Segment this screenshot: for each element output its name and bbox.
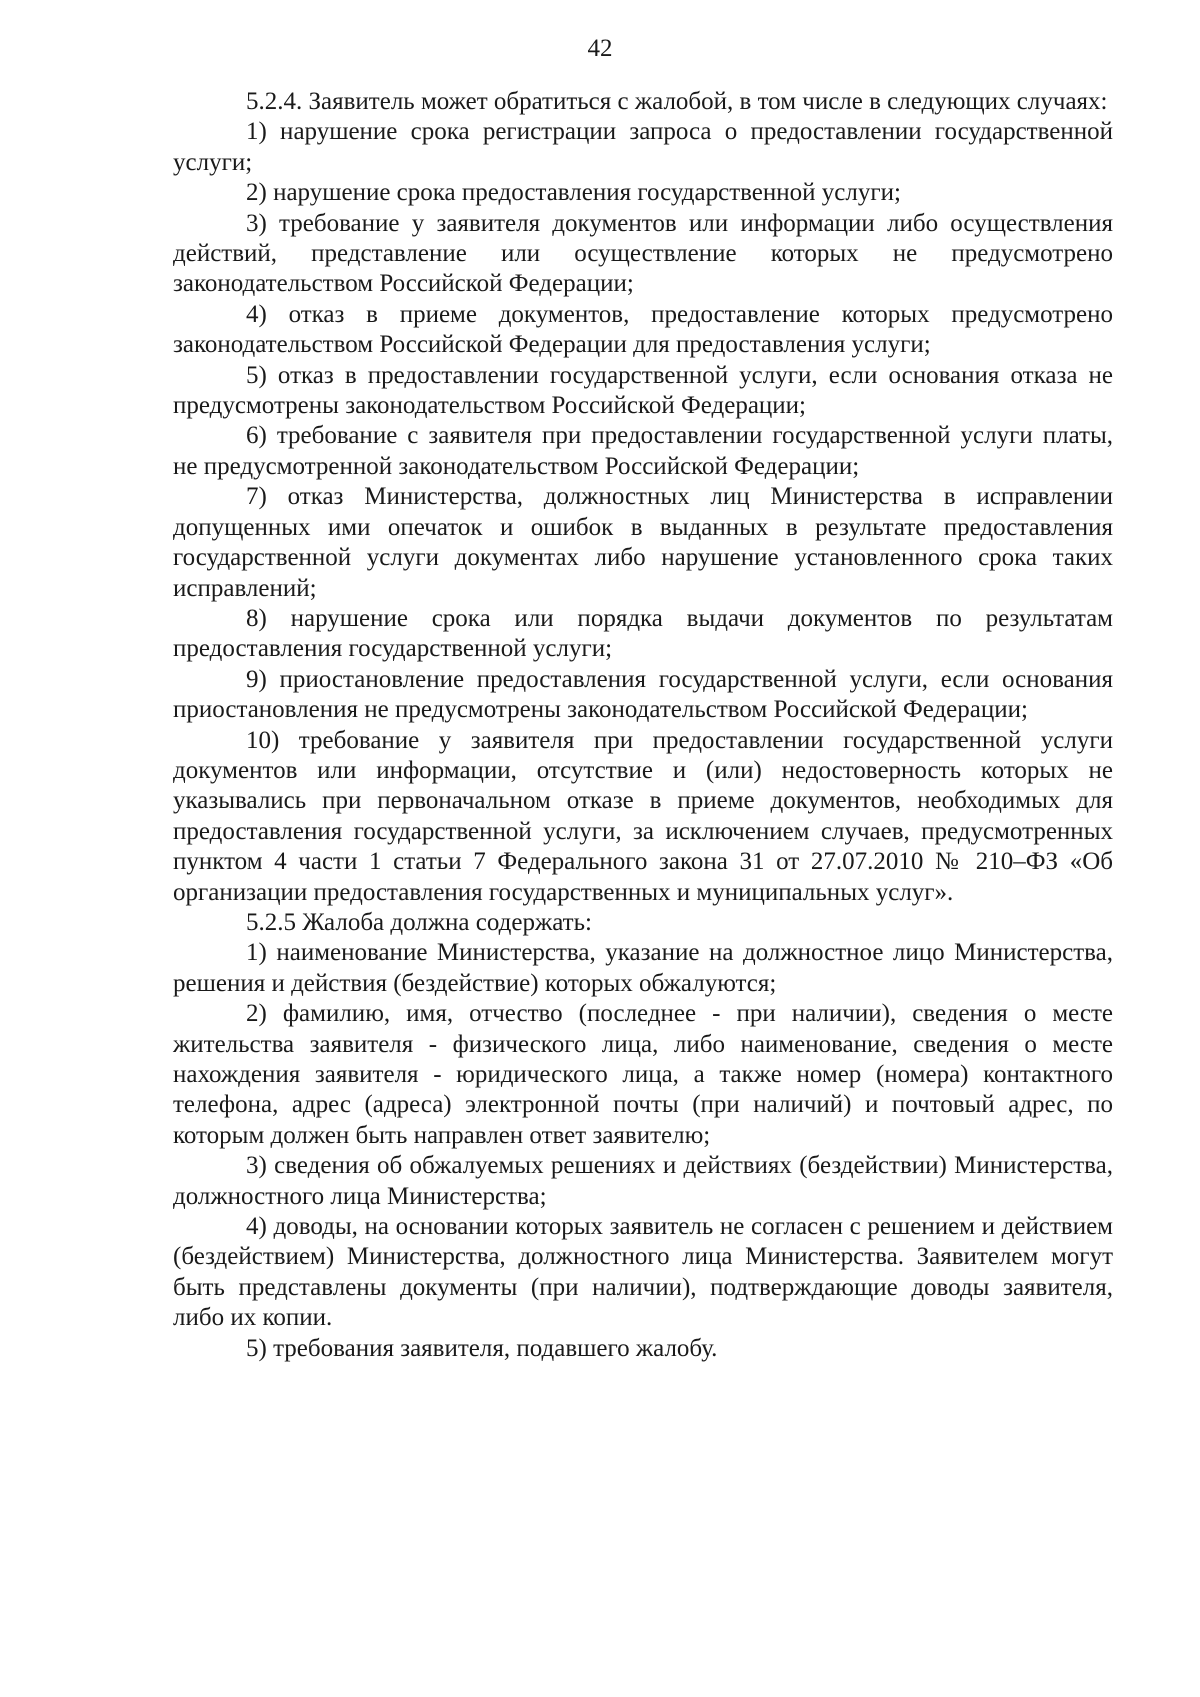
list-item-10: 10) требование у заявителя при предоставлении государственной услуги документов или информации, отсутствие и (или) недостоверность которых не указывались при первоначальном отказе в приеме документов, необходимых для предоставления государственной услуги, за исключением случаев, предусмотренных пунктом 4 части 1 статьи 7 Федерального закона 31 от 27.07.2010 № 210–ФЗ «Об организации предоставления государственных и муниципальных услуг».	[173, 726, 1113, 906]
list-item-5: 5) отказ в предоставлении государственной услуги, если основания отказа не предусмотрены законодательством Российской Федерации;	[173, 361, 1113, 420]
section-5-2-5-heading: 5.2.5 Жалоба должна содержать:	[246, 908, 592, 936]
page-number: 42	[587, 35, 613, 62]
list-item-3: 3) требование у заявителя документов или информации либо осуществления действий, представление или осуществление которых не предусмотрено законодательством Российской Федерации;	[173, 209, 1113, 298]
content-item-3: 3) сведения об обжалуемых решениях и действиях (бездействии) Министерства, должностного лица Министерства;	[173, 1152, 1113, 1210]
content-item-2: 2) фамилию, имя, отчество (последнее - при наличии), сведения о месте жительства заявителя - физического лица, либо наименование, сведения о месте нахождения заявителя - юридического лица, а также номер (номера) контактного телефона, адрес (адреса) электронной почты (при наличий) и почтовый адрес, по которым должен быть направлен ответ заявителю;	[173, 1000, 1113, 1149]
list-item-2: 2) нарушение срока предоставления государственной услуги;	[246, 179, 901, 207]
list-item-8: 8) нарушение срока или порядка выдачи документов по результатам предоставления государственной услуги;	[173, 604, 1113, 663]
list-item-6: 6) требование с заявителя при предоставлении государственной услуги платы, не предусмотренной законодательством Российской Федерации;	[173, 422, 1113, 480]
document-body	[173, 87, 1113, 1364]
section-5-2-4-heading: 5.2.4. Заявитель может обратиться с жалобой, в том числе в следующих случаях:	[246, 88, 1108, 115]
list-item-1: 1) нарушение срока регистрации запроса о предоставлении государственной услуги;	[173, 118, 1113, 176]
list-item-9: 9) приостановление предоставления государственной услуги, если основания приостановления не предусмотрены законодательством Российской Федерации;	[173, 665, 1113, 724]
list-item-4: 4) отказ в приеме документов, предоставление которых предусмотрено законодательством Российской Федерации для предоставления услуги;	[173, 300, 1113, 359]
content-item-1: 1) наименование Министерства, указание на должностное лицо Министерства, решения и действия (бездействие) которых обжалуются;	[173, 939, 1113, 997]
content-item-4: 4) доводы, на основании которых заявитель не согласен с решением и действием (бездействием) Министерства, должностного лица Министерства. Заявителем могут быть представлены документы (при наличии), подтверждающие доводы заявителя, либо их копии.	[173, 1213, 1113, 1332]
list-item-7: 7) отказ Министерства, должностных лиц Министерства в исправлении допущенных ими опечаток и ошибок в выданных в результате предоставления государственной услуги документах либо нарушение установленного срока таких исправлений;	[173, 483, 1113, 602]
content-item-5: 5) требования заявителя, подавшего жалобу.	[246, 1334, 718, 1362]
